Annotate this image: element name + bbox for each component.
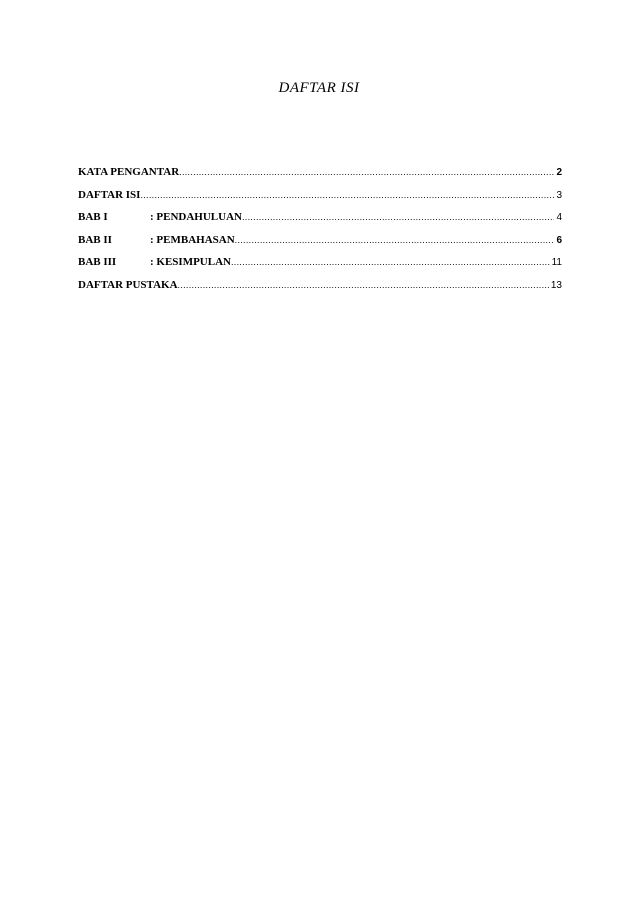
page-title: DAFTAR ISI bbox=[278, 80, 360, 96]
toc-entry-label: : KESIMPULAN bbox=[150, 256, 231, 268]
table-of-contents bbox=[78, 166, 562, 301]
toc-dot-leader bbox=[178, 280, 549, 290]
toc-entry-page: 6 bbox=[556, 234, 562, 246]
toc-entry-label: : PENDAHULUAN bbox=[150, 211, 242, 223]
toc-entry-bab-iii bbox=[78, 256, 562, 279]
toc-chapter-code: BAB I bbox=[78, 211, 108, 223]
toc-entry-label: KATA PENGANTAR bbox=[78, 166, 180, 178]
toc-entry-label: DAFTAR ISI bbox=[78, 188, 141, 201]
toc-dot-leader bbox=[179, 167, 554, 177]
toc-chapter-code: BAB III bbox=[78, 256, 117, 268]
toc-dot-leader bbox=[242, 212, 554, 222]
toc-entry-label: : PEMBAHASAN bbox=[150, 233, 235, 246]
toc-entry-heading bbox=[78, 234, 235, 246]
toc-entry-heading bbox=[78, 256, 231, 268]
toc-entry-bab-ii bbox=[78, 234, 562, 257]
toc-entry-daftar-pustaka bbox=[78, 279, 562, 302]
toc-entry-label: DAFTAR PUSTAKA bbox=[78, 278, 178, 291]
toc-entry-heading bbox=[78, 211, 242, 223]
toc-entry-page: 3 bbox=[556, 189, 562, 201]
toc-entry-page: 4 bbox=[556, 212, 562, 223]
toc-entry-page: 11 bbox=[551, 257, 562, 268]
toc-entry-page: 13 bbox=[550, 279, 562, 291]
toc-dot-leader bbox=[140, 190, 554, 200]
toc-chapter-code: BAB II bbox=[78, 233, 112, 246]
toc-dot-leader bbox=[231, 257, 550, 267]
toc-entry-kata-pengantar bbox=[78, 166, 562, 189]
toc-entry-daftar-isi bbox=[78, 189, 562, 212]
toc-dot-leader bbox=[235, 235, 555, 245]
toc-entry-page: 2 bbox=[556, 167, 562, 178]
toc-entry-bab-i bbox=[78, 211, 562, 234]
